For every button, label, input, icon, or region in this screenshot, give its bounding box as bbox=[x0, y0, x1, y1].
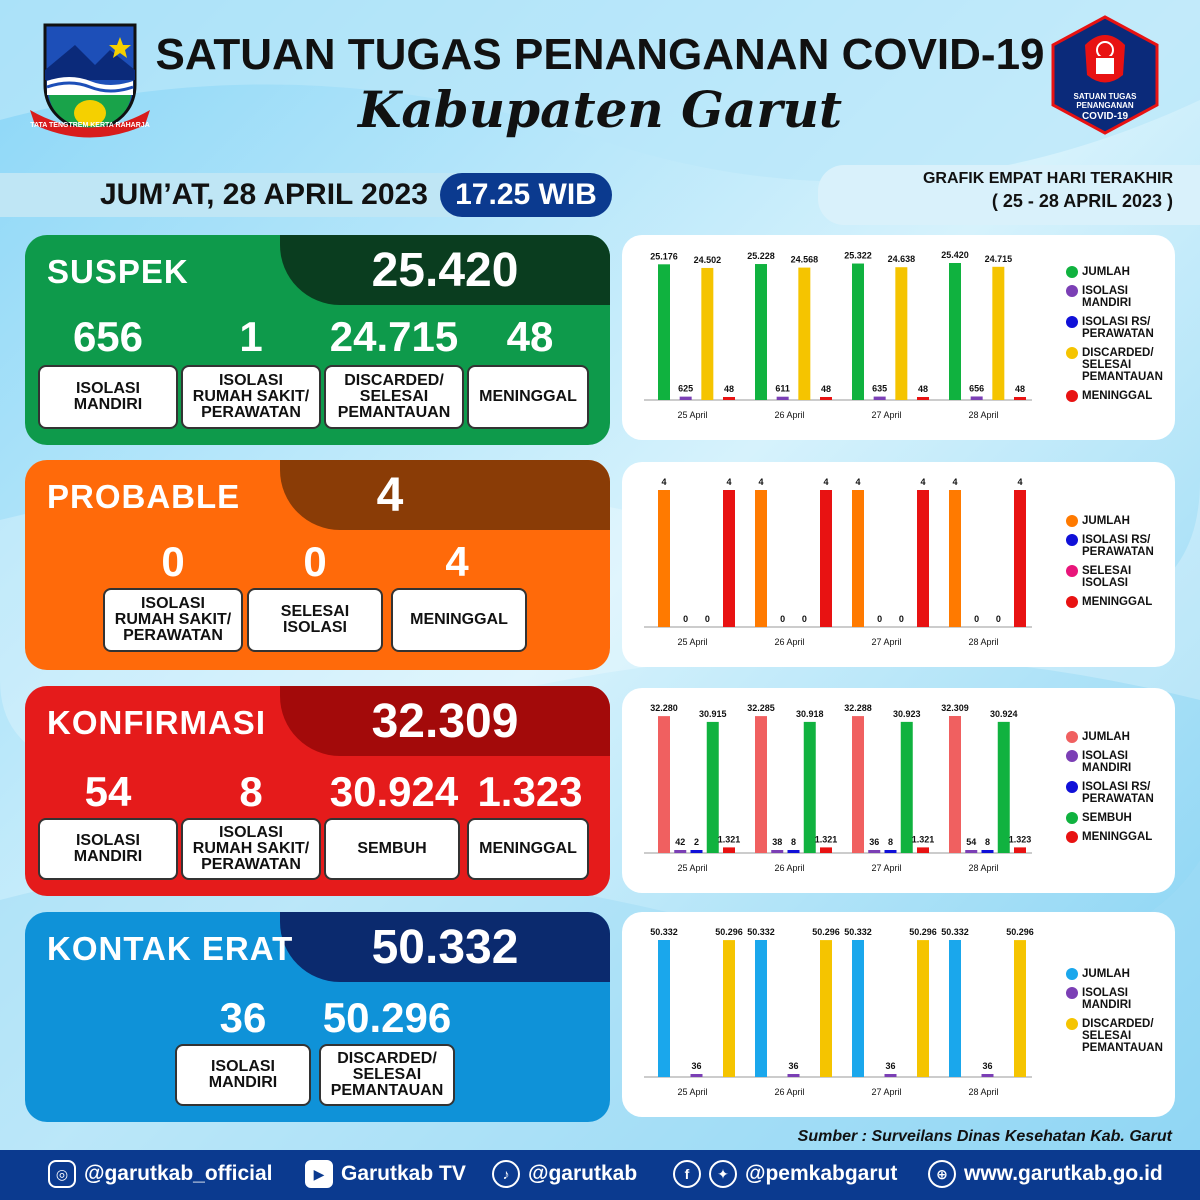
chart-bar bbox=[917, 397, 929, 400]
chart-bar bbox=[917, 940, 929, 1077]
instagram-link[interactable] bbox=[48, 1160, 273, 1188]
chart-bar bbox=[971, 396, 983, 400]
logo-text-1: SATUAN TUGAS bbox=[1073, 92, 1137, 101]
chart-bar bbox=[895, 267, 907, 400]
youtube-handle: Garutkab TV bbox=[341, 1162, 466, 1185]
chart-bar bbox=[691, 850, 703, 853]
legend-swatch bbox=[1066, 731, 1078, 743]
page-subtitle: Kabupaten Garut bbox=[357, 80, 843, 139]
chart-data-label: 0 bbox=[683, 614, 689, 624]
chart-data-label: 0 bbox=[974, 614, 980, 624]
chart-data-label: 0 bbox=[877, 614, 883, 624]
logo-text-3: COVID-19 bbox=[1081, 111, 1129, 122]
suspek-meninggal-label: MENINGGAL bbox=[467, 365, 589, 429]
chart-data-label: 50.296 bbox=[1006, 927, 1034, 938]
chart-card-probable bbox=[622, 462, 1175, 667]
konfirmasi-isolasi-mandiri-label: ISOLASI MANDIRI bbox=[38, 818, 178, 880]
chart-data-label: 54 bbox=[966, 837, 977, 847]
legend-swatch bbox=[1066, 596, 1078, 608]
chart-category-label: 27 April bbox=[871, 637, 902, 647]
chart-data-label: 25.228 bbox=[747, 251, 775, 262]
chart-bar bbox=[982, 850, 994, 853]
probable-selesai-isolasi-label: SELESAI ISOLASI bbox=[247, 588, 383, 652]
legend-label: ISOLASI RS/ PERAWATAN bbox=[1082, 533, 1154, 558]
legend-swatch bbox=[1066, 812, 1078, 824]
chart-category-label: 25 April bbox=[677, 863, 708, 873]
chart-bar bbox=[658, 490, 670, 627]
chart-bar bbox=[1014, 940, 1026, 1077]
chart-bar bbox=[788, 1074, 800, 1077]
legend-label: ISOLASI RS/ PERAWATAN bbox=[1082, 781, 1154, 805]
konfirmasi-meninggal-label: MENINGGAL bbox=[467, 818, 589, 880]
chart-category-label: 28 April bbox=[968, 637, 999, 647]
chart-bar bbox=[788, 850, 800, 853]
legend-label: JUMLAH bbox=[1082, 514, 1130, 527]
legend-label: MENINGGAL bbox=[1082, 831, 1153, 843]
konfirmasi-sembuh-label: SEMBUH bbox=[324, 818, 460, 880]
chart-bar bbox=[852, 264, 864, 400]
chart-bar bbox=[674, 850, 686, 853]
chart-bar bbox=[885, 1074, 897, 1077]
chart-bar bbox=[998, 722, 1010, 853]
chart-data-label: 0 bbox=[801, 614, 807, 624]
chart-bar bbox=[901, 722, 913, 853]
konfirmasi-title: KONFIRMASI bbox=[47, 704, 266, 741]
chart-data-label: 4 bbox=[1017, 477, 1023, 487]
chart-data-label: 4 bbox=[952, 477, 958, 487]
legend-label: JUMLAH bbox=[1082, 266, 1130, 278]
kontak-isolasi-mandiri-label: ISOLASI MANDIRI bbox=[175, 1044, 311, 1106]
chart-data-label: 36 bbox=[982, 1061, 993, 1071]
legend-swatch bbox=[1066, 534, 1078, 546]
chart-data-label: 50.332 bbox=[941, 927, 969, 937]
chart-category-label: 27 April bbox=[871, 410, 902, 420]
legend-label: ISOLASI MANDIRI bbox=[1082, 987, 1132, 1011]
chart-data-label: 24.715 bbox=[984, 253, 1013, 264]
chart-data-label: 4 bbox=[920, 477, 926, 487]
chart-bar bbox=[658, 940, 670, 1077]
chart-bar bbox=[949, 490, 961, 627]
chart-category-label: 26 April bbox=[774, 410, 805, 420]
chart-data-label: 4 bbox=[661, 477, 667, 487]
legend-label: MENINGGAL bbox=[1082, 390, 1153, 402]
legend-swatch bbox=[1066, 347, 1078, 359]
chart-category-label: 28 April bbox=[968, 410, 999, 420]
konfirmasi-isolasi-mandiri-value: 54 bbox=[84, 768, 132, 815]
chart-category-label: 28 April bbox=[968, 1087, 999, 1097]
legend-swatch bbox=[1066, 285, 1078, 297]
kontak-erat-total: 50.332 bbox=[371, 921, 519, 974]
chart-data-label: 611 bbox=[775, 383, 790, 394]
chart-category-label: 25 April bbox=[677, 1087, 708, 1097]
legend-swatch bbox=[1066, 266, 1078, 278]
chart-data-label: 50.332 bbox=[650, 927, 678, 937]
chart-data-label: 36 bbox=[691, 1061, 702, 1071]
chart-data-label: 8 bbox=[984, 837, 991, 847]
chart-data-label: 24.568 bbox=[790, 254, 819, 265]
chart-data-label: 2 bbox=[693, 837, 700, 847]
chart-data-label: 32.280 bbox=[650, 703, 678, 714]
kontak-erat-title: KONTAK ERAT bbox=[47, 930, 294, 967]
chart-data-label: 8 bbox=[887, 837, 894, 847]
chart-data-label: 48 bbox=[917, 384, 929, 394]
page-title: SATUAN TUGAS PENANGANAN COVID-19 bbox=[155, 30, 1045, 79]
suspek-meninggal-value: 48 bbox=[506, 313, 554, 360]
suspek-title: SUSPEK bbox=[47, 253, 189, 290]
chart-data-label: 0 bbox=[898, 614, 904, 624]
legend-label: DISCARDED/ SELESAI PEMANTAUAN bbox=[1082, 347, 1163, 383]
logo-motto: TATA TENGTREM KERTA RAHARJA bbox=[30, 122, 150, 129]
chart-data-label: 0 bbox=[995, 614, 1001, 624]
chart-data-label: 4 bbox=[823, 477, 829, 487]
facebook-icon: f bbox=[673, 1160, 701, 1188]
kontak-erat-panel bbox=[25, 912, 610, 1122]
chart-data-label: 42 bbox=[675, 837, 686, 847]
chart-bar bbox=[885, 850, 897, 853]
legend-label: SELESAI ISOLASI bbox=[1082, 564, 1132, 589]
chart-data-label: 4 bbox=[758, 477, 764, 487]
chart-data-label: 36 bbox=[788, 1061, 799, 1071]
chart-bar bbox=[1014, 490, 1026, 627]
logo-text-2: PENANGANAN bbox=[1076, 101, 1134, 110]
chart-bar bbox=[820, 940, 832, 1077]
chart-bar bbox=[658, 716, 670, 853]
instagram-handle: @garutkab_official bbox=[84, 1162, 273, 1185]
chart-bar bbox=[917, 490, 929, 627]
chart-bar bbox=[723, 397, 735, 400]
chart-data-label: 8 bbox=[790, 837, 797, 847]
chart-data-label: 1.321 bbox=[911, 834, 935, 845]
chart-data-label: 4 bbox=[726, 477, 732, 487]
website-link[interactable] bbox=[928, 1160, 1163, 1188]
chart-category-label: 28 April bbox=[968, 863, 999, 873]
chart-bar bbox=[723, 847, 735, 853]
chart-data-label: 48 bbox=[820, 384, 832, 394]
chart-data-label: 36 bbox=[885, 1061, 896, 1071]
chart-data-label: 50.296 bbox=[909, 927, 937, 938]
globe-icon: ⊕ bbox=[928, 1160, 956, 1188]
chart-bar bbox=[949, 263, 961, 400]
chart-bar bbox=[949, 940, 961, 1077]
tiktok-icon: ♪ bbox=[492, 1160, 520, 1188]
konfirmasi-sembuh-value: 30.924 bbox=[329, 768, 459, 815]
legend-swatch bbox=[1066, 565, 1078, 577]
chart-data-label: 30.915 bbox=[698, 708, 727, 719]
tiktok-link[interactable] bbox=[492, 1160, 637, 1188]
chart-data-label: 0 bbox=[780, 614, 786, 624]
chart-bar bbox=[755, 490, 767, 627]
report-date: JUM’AT, 28 APRIL 2023 bbox=[100, 178, 428, 211]
chart-bar bbox=[691, 1074, 703, 1077]
chart-bar bbox=[755, 716, 767, 853]
garut-emblem-logo bbox=[25, 15, 155, 140]
grafik-range: ( 25 - 28 APRIL 2023 ) bbox=[991, 191, 1173, 211]
kontak-erat-chart bbox=[622, 912, 1175, 1117]
probable-panel bbox=[25, 460, 610, 670]
facebook-twitter-handle: @pemkabgarut bbox=[745, 1162, 898, 1185]
legend-label: ISOLASI RS/ PERAWATAN bbox=[1082, 316, 1154, 340]
chart-data-label: 1.323 bbox=[1008, 834, 1032, 845]
chart-data-label: 48 bbox=[723, 384, 735, 394]
legend-label: JUMLAH bbox=[1082, 731, 1130, 743]
youtube-icon: ▶ bbox=[305, 1160, 333, 1188]
suspek-isolasi-rs-value: 1 bbox=[239, 313, 263, 360]
konfirmasi-isolasi-rs-value: 8 bbox=[239, 768, 263, 815]
chart-bar bbox=[804, 722, 816, 853]
chart-bar bbox=[658, 264, 670, 400]
chart-data-label: 25.420 bbox=[941, 250, 969, 260]
chart-card-kontak-erat bbox=[622, 912, 1175, 1117]
grafik-title: GRAFIK EMPAT HARI TERAKHIR bbox=[922, 170, 1173, 187]
tiktok-handle: @garutkab bbox=[528, 1162, 638, 1185]
suspek-isolasi-rs-label: ISOLASI RUMAH SAKIT/ PERAWATAN bbox=[181, 365, 321, 429]
chart-bar bbox=[874, 397, 886, 400]
chart-bar bbox=[1014, 847, 1026, 853]
chart-bar bbox=[982, 1074, 994, 1077]
chart-bar bbox=[965, 850, 977, 853]
chart-category-label: 26 April bbox=[774, 637, 805, 647]
legend-label: JUMLAH bbox=[1082, 968, 1130, 980]
chart-data-label: 4 bbox=[855, 477, 861, 487]
source-note: Sumber : Surveilans Dinas Kesehatan Kab. Garut bbox=[797, 1128, 1172, 1145]
chart-bar bbox=[680, 397, 692, 400]
report-time: 17.25 WIB bbox=[440, 173, 612, 217]
probable-isolasi-rs-value: 0 bbox=[161, 538, 185, 585]
satgas-covid-logo bbox=[1045, 15, 1165, 135]
chart-bar bbox=[707, 722, 719, 853]
chart-bar bbox=[852, 716, 864, 853]
twitter-icon: ✦ bbox=[709, 1160, 737, 1188]
suspek-isolasi-mandiri-value: 656 bbox=[72, 313, 144, 360]
chart-bar bbox=[852, 940, 864, 1077]
suspek-isolasi-mandiri-label: ISOLASI MANDIRI bbox=[38, 365, 178, 429]
legend-swatch bbox=[1066, 390, 1078, 402]
chart-bar bbox=[868, 850, 880, 853]
chart-data-label: 1.321 bbox=[814, 834, 838, 845]
chart-category-label: 27 April bbox=[871, 1087, 902, 1097]
probable-meninggal-value: 4 bbox=[445, 538, 469, 585]
probable-meninggal-label: MENINGGAL bbox=[391, 588, 527, 652]
chart-data-label: 50.296 bbox=[812, 927, 840, 938]
chart-data-label: 48 bbox=[1014, 384, 1026, 394]
chart-bar bbox=[755, 940, 767, 1077]
suspek-discarded-value: 24.715 bbox=[329, 313, 459, 360]
legend-swatch bbox=[1066, 781, 1078, 793]
chart-category-label: 25 April bbox=[677, 410, 708, 420]
instagram-icon: ◎ bbox=[48, 1160, 76, 1188]
legend-label: DISCARDED/ SELESAI PEMANTAUAN bbox=[1082, 1018, 1163, 1054]
chart-data-label: 25.176 bbox=[650, 251, 678, 262]
legend-label: ISOLASI MANDIRI bbox=[1082, 285, 1132, 309]
kontak-isolasi-mandiri-value: 36 bbox=[219, 994, 267, 1041]
chart-data-label: 38 bbox=[772, 837, 783, 847]
chart-category-label: 26 April bbox=[774, 863, 805, 873]
probable-isolasi-rs-label: ISOLASI RUMAH SAKIT/ PERAWATAN bbox=[103, 588, 243, 652]
chart-bar bbox=[723, 490, 735, 627]
chart-data-label: 32.288 bbox=[844, 703, 872, 714]
probable-title: PROBABLE bbox=[47, 478, 241, 515]
legend-swatch bbox=[1066, 316, 1078, 328]
chart-bar bbox=[949, 716, 961, 853]
chart-bar bbox=[820, 847, 832, 853]
konfirmasi-panel bbox=[25, 686, 610, 896]
legend-label: SEMBUH bbox=[1082, 812, 1132, 824]
facebook-twitter-link[interactable] bbox=[673, 1160, 897, 1188]
suspek-panel bbox=[25, 235, 610, 445]
chart-bar bbox=[798, 268, 810, 400]
chart-data-label: 1.321 bbox=[717, 834, 741, 845]
legend-swatch bbox=[1066, 1018, 1078, 1030]
chart-bar bbox=[701, 268, 713, 400]
kontak-discarded-label: DISCARDED/ SELESAI PEMANTAUAN bbox=[319, 1044, 455, 1106]
chart-bar bbox=[820, 490, 832, 627]
chart-data-label: 656 bbox=[969, 383, 985, 394]
chart-bar bbox=[723, 940, 735, 1077]
chart-data-label: 50.332 bbox=[844, 927, 872, 937]
legend-swatch bbox=[1066, 515, 1078, 527]
chart-bar bbox=[771, 850, 783, 853]
chart-data-label: 30.924 bbox=[989, 708, 1018, 719]
suspek-discarded-label: DISCARDED/ SELESAI PEMANTAUAN bbox=[324, 365, 464, 429]
chart-bar bbox=[755, 264, 767, 400]
chart-data-label: 32.309 bbox=[941, 703, 969, 713]
chart-card-suspek bbox=[622, 235, 1175, 440]
chart-data-label: 635 bbox=[872, 383, 888, 394]
legend-swatch bbox=[1066, 831, 1078, 843]
chart-data-label: 36 bbox=[869, 837, 880, 847]
chart-data-label: 30.918 bbox=[795, 708, 824, 719]
legend-swatch bbox=[1066, 968, 1078, 980]
chart-card-konfirmasi bbox=[622, 688, 1175, 893]
youtube-link[interactable] bbox=[305, 1160, 466, 1188]
legend-swatch bbox=[1066, 750, 1078, 762]
chart-data-label: 625 bbox=[678, 383, 694, 394]
chart-category-label: 25 April bbox=[677, 637, 708, 647]
chart-bar bbox=[820, 397, 832, 400]
konfirmasi-total: 32.309 bbox=[371, 695, 519, 748]
chart-data-label: 50.332 bbox=[747, 927, 775, 937]
chart-data-label: 50.296 bbox=[715, 927, 743, 938]
chart-bar bbox=[777, 397, 789, 400]
chart-data-label: 24.502 bbox=[693, 254, 722, 265]
kontak-discarded-value: 50.296 bbox=[322, 994, 452, 1041]
chart-bar bbox=[992, 267, 1004, 400]
chart-bar bbox=[852, 490, 864, 627]
probable-selesai-isolasi-value: 0 bbox=[303, 538, 327, 585]
suspek-total: 25.420 bbox=[371, 244, 519, 297]
chart-data-label: 32.285 bbox=[747, 703, 775, 714]
chart-bar bbox=[1014, 397, 1026, 400]
chart-category-label: 27 April bbox=[871, 863, 902, 873]
chart-data-label: 0 bbox=[704, 614, 710, 624]
website-url: www.garutkab.go.id bbox=[964, 1162, 1163, 1185]
legend-swatch bbox=[1066, 987, 1078, 999]
konfirmasi-isolasi-rs-label: ISOLASI RUMAH SAKIT/ PERAWATAN bbox=[181, 818, 321, 880]
legend-label: MENINGGAL bbox=[1082, 595, 1153, 608]
konfirmasi-meninggal-value: 1.323 bbox=[477, 768, 583, 815]
legend-label: ISOLASI MANDIRI bbox=[1082, 750, 1132, 774]
chart-data-label: 24.638 bbox=[887, 254, 916, 265]
chart-category-label: 26 April bbox=[774, 1087, 805, 1097]
chart-data-label: 25.322 bbox=[844, 250, 872, 261]
probable-total: 4 bbox=[376, 469, 404, 522]
chart-bar bbox=[917, 847, 929, 853]
chart-data-label: 30.923 bbox=[892, 708, 921, 719]
